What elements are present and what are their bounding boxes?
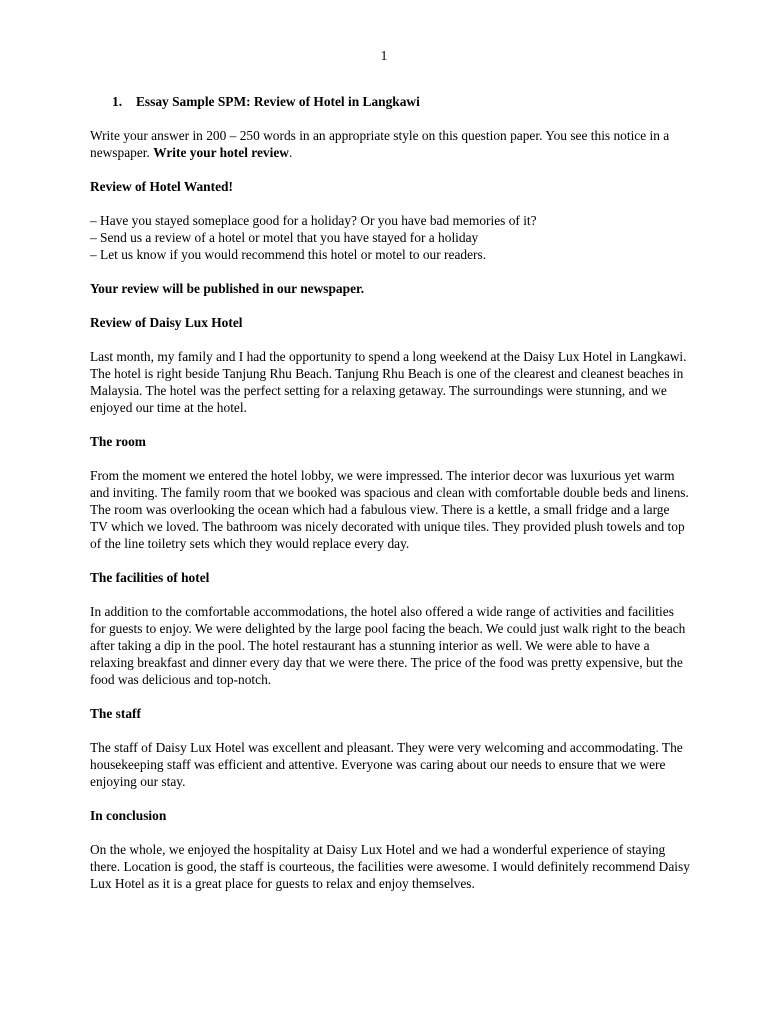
section-heading-room: The room: [90, 434, 146, 449]
question-number: 1.: [112, 94, 123, 109]
section-body-facilities: In addition to the comfortable accommodations, the hotel also offered a wide range of activities and facilities for guests to enjoy. We were delighted by the large pool facing the beach. We could just walk right to the beach after taking a dip in the pool. The hotel restaurant has a stunning interior as well. We were able to have a relaxing breakfast and dinner every day that we were there. The price of the food was pretty expensive, but the food was delicious and top-notch.: [90, 604, 686, 687]
page-number: 1: [380, 48, 388, 63]
instructions-text: Write your answer in 200 – 250 words in an appropriate style on this question paper. You see this notice in a newspaper.: [90, 128, 670, 160]
notice-bullets: [90, 212, 690, 263]
essay-title: Review of Daisy Lux Hotel: [90, 315, 243, 330]
notice-closing: Your review will be published in our newspaper.: [90, 281, 365, 296]
document-content: [90, 93, 690, 892]
instructions: [90, 127, 690, 161]
notice-bullet: – Have you stayed someplace good for a holiday? Or you have bad memories of it?: [90, 213, 537, 228]
essay-intro: Last month, my family and I had the opportunity to spend a long weekend at the Daisy Lux Hotel in Langkawi. The hotel is right beside Tanjung Rhu Beach. Tanjung Rhu Beach is one of the clearest and cleanest beaches in Malaysia. The hotel was the perfect setting for a relaxing getaway. The surroundings were stunning, and we enjoyed our time at the hotel.: [90, 349, 687, 415]
section-body-room: From the moment we entered the hotel lobby, we were impressed. The interior decor was luxurious yet warm and inviting. The family room that we booked was spacious and clean with comfortable double beds and linens. The room was overlooking the ocean which had a fabulous view. There is a kettle, a small fridge and a large TV which we loved. The bathroom was nicely decorated with unique tiles. They provided plush towels and top of the line toiletry sets which they would replace every day.: [90, 468, 689, 551]
instructions-bold: Write your hotel review: [153, 145, 289, 160]
notice-bullet: – Let us know if you would recommend this hotel or motel to our readers.: [90, 247, 487, 262]
section-heading-conclusion: In conclusion: [90, 808, 167, 823]
section-heading-facilities: The facilities of hotel: [90, 570, 210, 585]
section-body-conclusion: On the whole, we enjoyed the hospitality at Daisy Lux Hotel and we had a wonderful experience of staying there. Location is good, the staff is courteous, the facilities were awesome. I would definitely recommend Daisy Lux Hotel as it is a great place for guests to relax and enjoy themselves.: [90, 842, 690, 891]
question-title: [90, 93, 690, 110]
section-heading-staff: The staff: [90, 706, 141, 721]
notice-heading: Review of Hotel Wanted!: [90, 179, 233, 194]
question-title-text: Essay Sample SPM: Review of Hotel in Langkawi: [136, 94, 420, 109]
instructions-end: .: [288, 145, 293, 160]
section-body-staff: The staff of Daisy Lux Hotel was excellent and pleasant. They were very welcoming and accommodating. The housekeeping staff was efficient and attentive. Everyone was caring about our needs to ensure that we were enjoying our stay.: [90, 740, 683, 789]
notice-bullet: – Send us a review of a hotel or motel that you have stayed for a holiday: [90, 230, 479, 245]
